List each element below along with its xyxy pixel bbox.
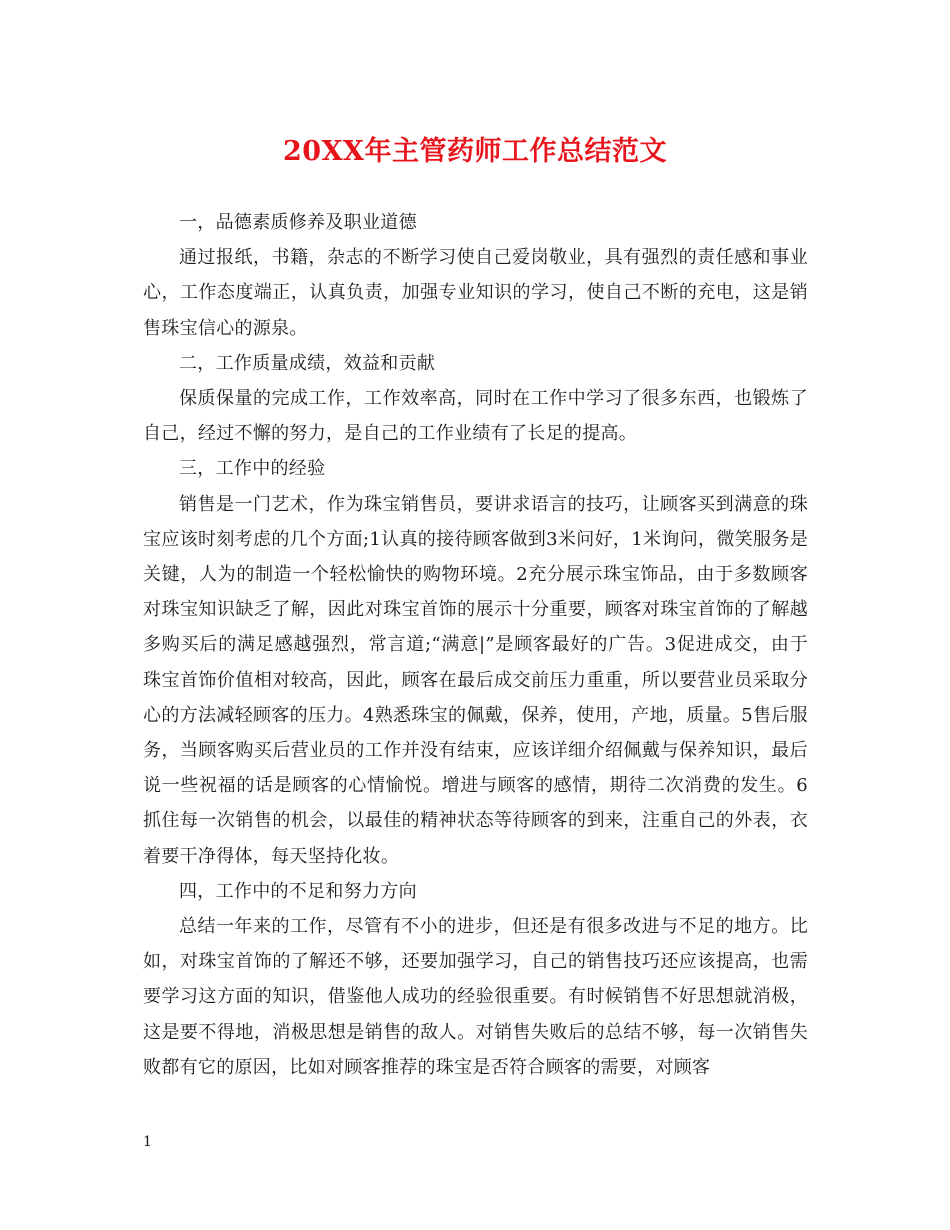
paragraph-3: 销售是一门艺术，作为珠宝销售员，要讲求语言的技巧，让顾客买到满意的珠宝应该时刻考虑的几个方面;1认真的接待顾客做到3米问好，1米询问，微笑服务是关键，人为的制造一个轻松愉快的购物环境。2充分展示珠宝饰品，由于多数顾客对珠宝知识缺乏了解，因此对珠宝首饰的展示十分重要，顾客对珠宝首饰的了解越多购买后的满足感越强烈，常言道;“满意|”是顾客最好的广告。3促进成交，由于珠宝首饰价值相对较高，因此，顾客在最后成交前压力重重，所以要营业员采取分心的方法减轻顾客的压力。4熟悉珠宝的佩戴，保养，使用，产地，质量。5售后服务，当顾客购买后营业员的工作并没有结束，应该详细介绍佩戴与保养知识，最后说一些祝福的话是顾客的心情愉悦。增进与顾客的感情，期待二次消费的发生。6抓住每一次销售的机会，以最佳的精神状态等待顾客的到来，注重自己的外表，衣着要干净得体，每天坚持化妆。	[143, 493, 808, 867]
paragraph-2: 保质保量的完成工作，工作效率高，同时在工作中学习了很多东西，也锻炼了自己，经过不懈的努力，是自己的工作业绩有了长足的提高。	[143, 388, 808, 445]
document-body	[143, 205, 808, 1085]
paragraph-4: 总结一年来的工作，尽管有不小的进步，但还是有很多改进与不足的地方。比如，对珠宝首饰的了解还不够，还要加强学习，自己的销售技巧还应该提高，也需要学习这方面的知识，借鉴他人成功的经验很重要。有时候销售不好思想就消极，这是要不得地，消极思想是销售的敌人。对销售失败后的总结不够，每一次销售失败都有它的原因，比如对顾客推荐的珠宝是否符合顾客的需要，对顾客	[143, 916, 808, 1078]
section-heading-1: 一，品德素质修养及职业道德	[179, 212, 417, 233]
section-heading-2: 二，工作质量成绩，效益和贡献	[179, 352, 436, 374]
page-number: 1	[143, 1134, 152, 1150]
section-heading-4: 四，工作中的不足和努力方向	[179, 880, 417, 902]
paragraph-1: 通过报纸，书籍，杂志的不断学习使自己爱岗敬业，具有强烈的责任感和事业心，工作态度端正，认真负责，加强专业知识的学习，使自己不断的充电，这是销售珠宝信心的源泉。	[143, 247, 808, 339]
section-heading-3: 三，工作中的经验	[179, 458, 326, 480]
document-title: 20XX年主管药师工作总结范文	[283, 136, 667, 167]
